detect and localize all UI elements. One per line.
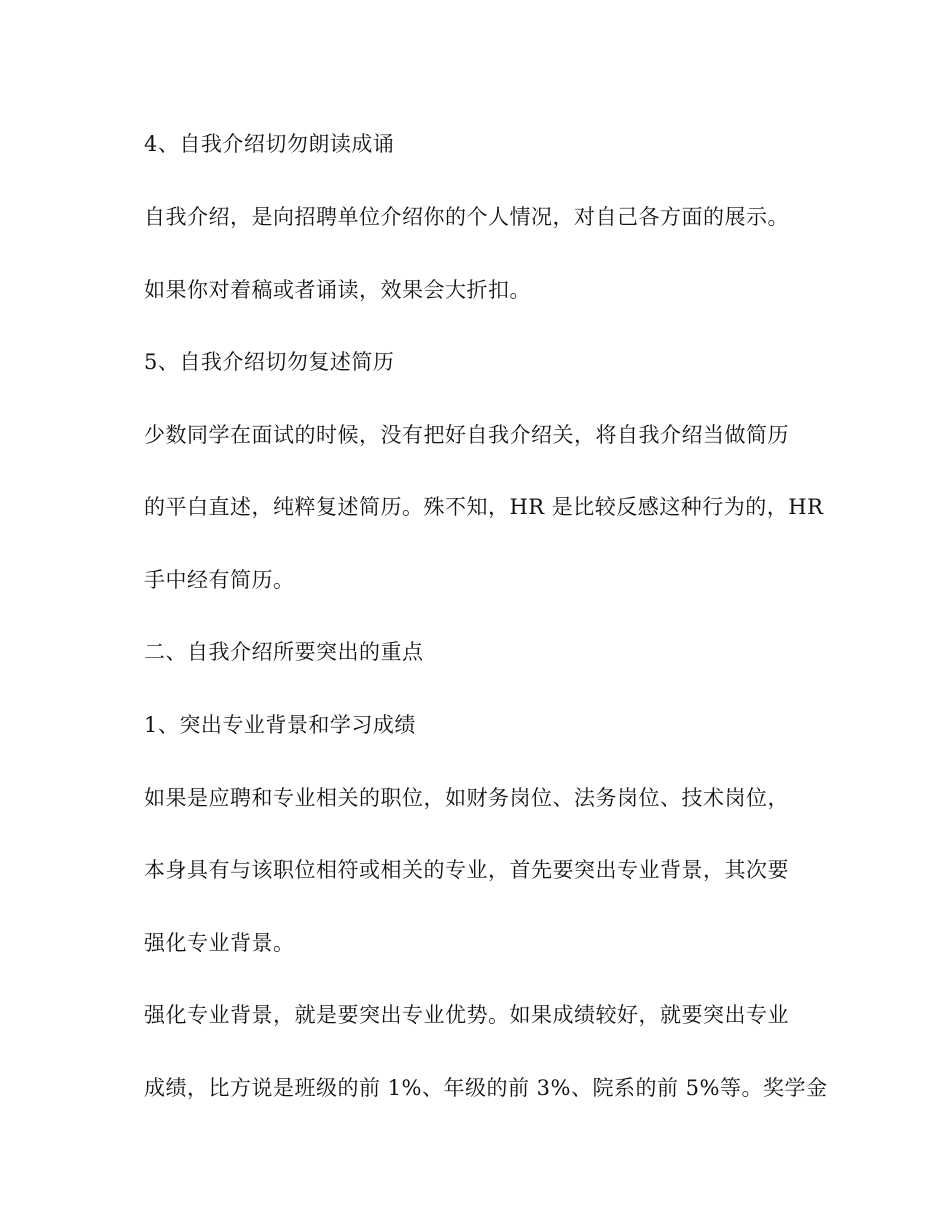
paragraph-line: 强化专业背景。 — [144, 931, 295, 955]
paragraph-line: 手中经有简历。 — [144, 568, 295, 592]
paragraph-line: 本身具有与该职位相符或相关的专业，首先要突出专业背景，其次要 — [144, 858, 789, 882]
paragraph-line: 自我介绍，是向招聘单位介绍你的个人情况，对自己各方面的展示。 — [144, 205, 789, 229]
section-heading-5: 5、自我介绍切勿复述简历 — [144, 350, 395, 374]
paragraph-line: 少数同学在面试的时候，没有把好自我介绍关，将自我介绍当做简历 — [144, 423, 789, 447]
paragraph-line: 如果你对着稿或者诵读，效果会大折扣。 — [144, 278, 531, 302]
paragraph-line: 的平白直述，纯粹复述简历。殊不知，HR 是比较反感这种行为的，HR — [144, 495, 824, 519]
paragraph-line: 如果是应聘和专业相关的职位，如财务岗位、法务岗位、技术岗位， — [144, 786, 789, 810]
section-heading-1: 1、突出专业背景和学习成绩 — [144, 713, 416, 737]
paragraph-line: 强化专业背景，就是要突出专业优势。如果成绩较好，就要突出专业 — [144, 1003, 789, 1027]
paragraph-line: 成绩，比方说是班级的前 1%、年级的前 3%、院系的前 5%等。奖学金 — [144, 1076, 828, 1100]
chapter-heading: 二、自我介绍所要突出的重点 — [144, 640, 424, 664]
section-heading-4: 4、自我介绍切勿朗读成诵 — [144, 132, 395, 156]
